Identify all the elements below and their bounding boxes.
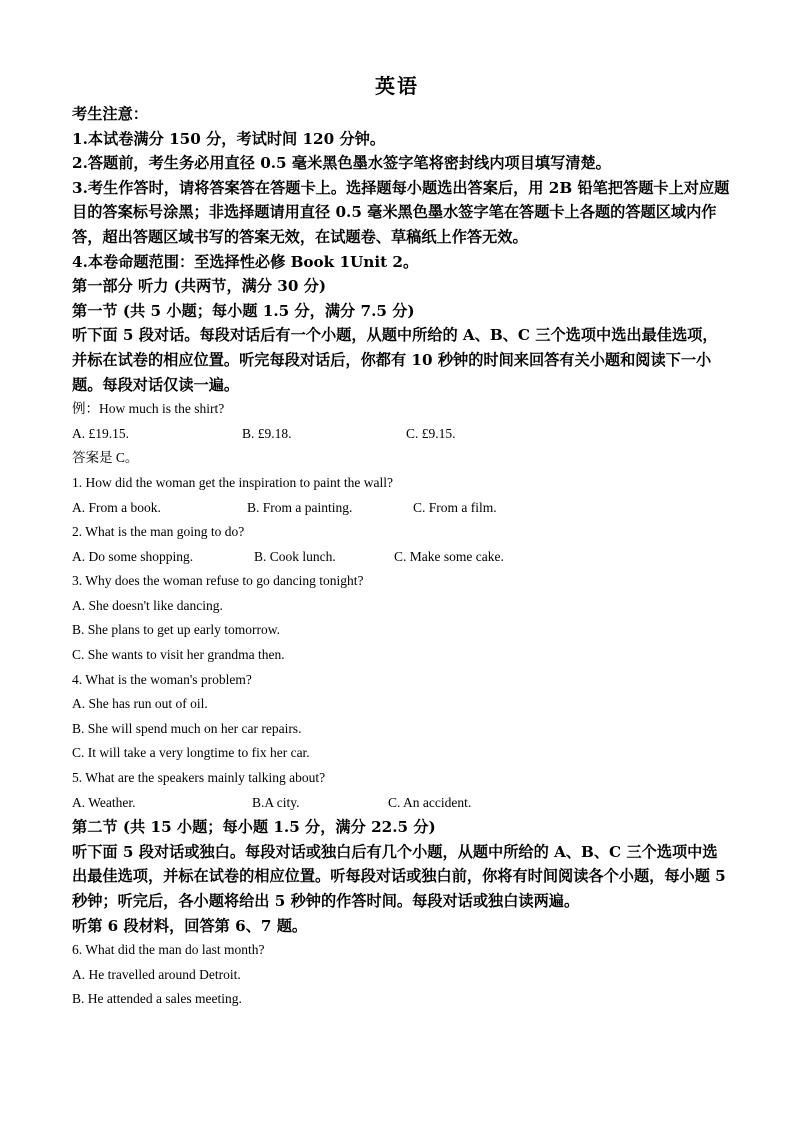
option-b: B. He attended a sales meeting. xyxy=(72,991,242,1007)
part1-title: 第一部分 听力 (共两节，满分 30 分) xyxy=(72,277,327,296)
document-body xyxy=(72,102,732,1012)
section1-title: 第一节 (共 5 小题；每小题 1.5 分，满分 7.5 分) xyxy=(72,301,415,320)
option-a: A. £19.15. xyxy=(72,425,129,441)
option-c: C. It will take a very longtime to fix her car. xyxy=(72,745,310,761)
notice-item: 3.考生作答时，请将答案答在答题卡上。选择题每小题选出答案后，用 2B 铅笔把答题卡上对应题目的答案标号涂黑；非选择题请用直径 0.5 毫米黑色墨水签字笔在答题卡上各题的答题区域内作答，超出答题区域书写的答案无效，在试题卷、草稿纸上作答无效。 xyxy=(72,178,730,246)
question-1: 1. How did the woman get the inspiration to paint the wall? xyxy=(72,474,393,490)
example-question: 例：How much is the shirt? xyxy=(72,401,225,417)
question-4: 4. What is the woman's problem? xyxy=(72,671,252,687)
question-5-options xyxy=(72,791,732,816)
option-b: B.A city. xyxy=(252,794,300,810)
material6-title: 听第 6 段材料，回答第 6、7 题。 xyxy=(72,916,308,935)
option-c: C. She wants to visit her grandma then. xyxy=(72,647,285,663)
option-b: B. She will spend much on her car repairs. xyxy=(72,720,302,736)
question-6: 6. What did the man do last month? xyxy=(72,942,265,958)
option-c: C. An accident. xyxy=(388,794,472,810)
option-a: A. She doesn't like dancing. xyxy=(72,597,223,613)
option-a: A. He travelled around Detroit. xyxy=(72,966,241,982)
option-b: B. From a painting. xyxy=(247,499,353,515)
example-answer: 答案是 C。 xyxy=(72,450,139,466)
section1-instructions: 听下面 5 段对话。每段对话后有一个小题，从题中所给的 A、B、C 三个选项中选出最佳选项，并标在试卷的相应位置。听完每段对话后，你都有 10 秒钟的时间来回答有关小题和阅读下一小题。每段对话仅读一遍。 xyxy=(72,326,718,394)
notice-item: 1.本试卷满分 150 分，考试时间 120 分钟。 xyxy=(72,129,386,148)
option-b: B. She plans to get up early tomorrow. xyxy=(72,622,280,638)
question-2: 2. What is the man going to do? xyxy=(72,524,245,540)
option-a: A. From a book. xyxy=(72,499,161,515)
option-c: C. £9.15. xyxy=(406,425,456,441)
option-b: B. Cook lunch. xyxy=(254,548,336,564)
question-5: 5. What are the speakers mainly talking about? xyxy=(72,770,326,786)
option-a: A. Do some shopping. xyxy=(72,548,194,564)
option-a: A. She has run out of oil. xyxy=(72,696,208,712)
notice-header: 考生注意： xyxy=(72,105,148,123)
page-title: 英语 xyxy=(375,74,419,98)
notice-item: 4.本卷命题范围：至选择性必修 Book 1Unit 2。 xyxy=(72,252,419,271)
example-options xyxy=(72,422,732,447)
section2-title: 第二节 (共 15 小题；每小题 1.5 分，满分 22.5 分) xyxy=(72,818,436,837)
option-b: B. £9.18. xyxy=(242,425,292,441)
question-1-options xyxy=(72,496,732,521)
notice-item: 2.答题前，考生务必用直径 0.5 毫米黑色墨水签字笔将密封线内项目填写清楚。 xyxy=(72,154,611,173)
section2-instructions: 听下面 5 段对话或独白。每段对话或独白后有几个小题，从题中所给的 A、B、C 三个选项中选出最佳选项，并标在试卷的相应位置。听每段对话或独白前，你将有时间阅读各个小题，每小题 5 秒钟；听完后，各小题将给出 5 秒钟的作答时间。每段对话或独白读两遍。 xyxy=(72,842,726,910)
question-2-options xyxy=(72,545,732,570)
option-a: A. Weather. xyxy=(72,794,136,810)
option-c: C. From a film. xyxy=(413,499,497,515)
option-c: C. Make some cake. xyxy=(394,548,504,564)
question-3: 3. Why does the woman refuse to go dancing tonight? xyxy=(72,573,364,589)
